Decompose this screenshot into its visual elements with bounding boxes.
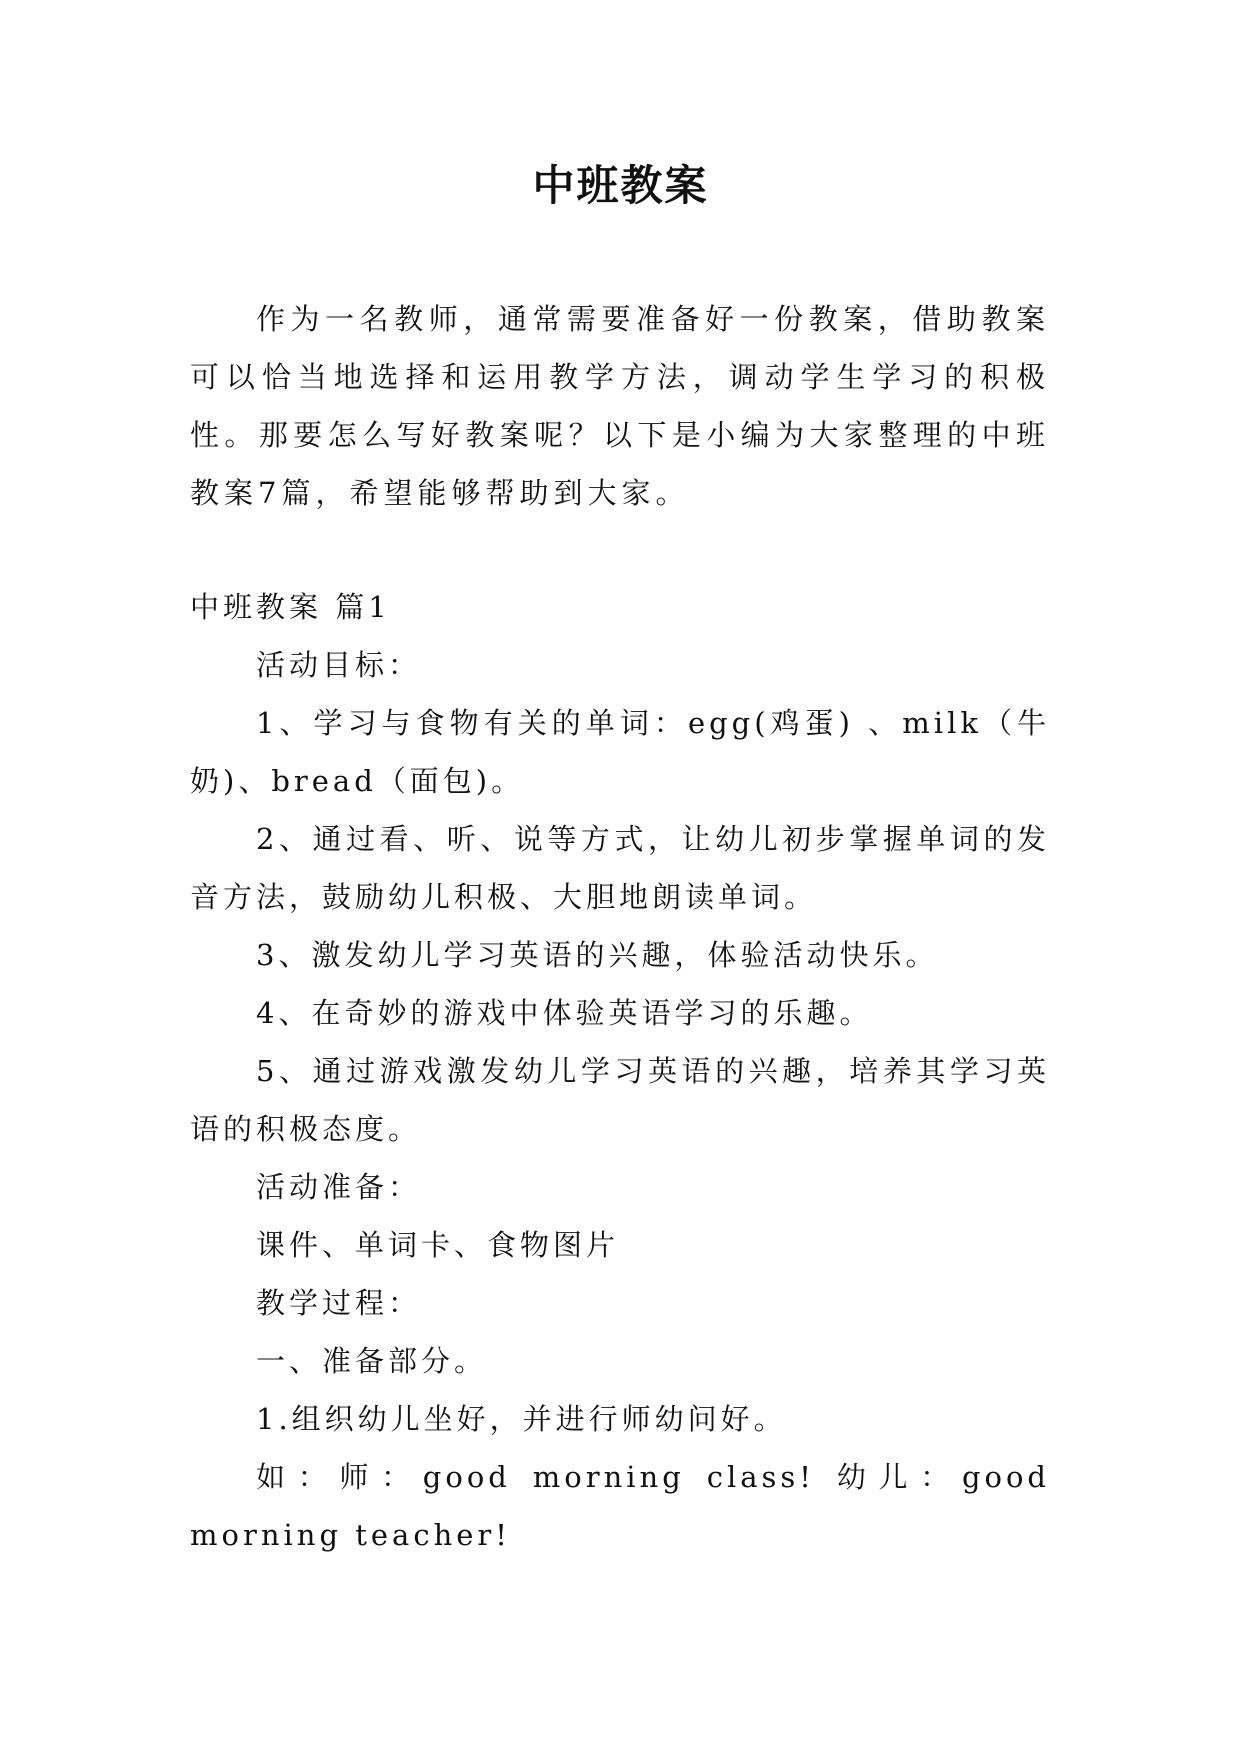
intro-paragraph: 作为一名教师，通常需要准备好一份教案，借助教案可以恰当地选择和运用教学方法，调动学生学习的积极性。那要怎么写好教案呢？以下是小编为大家整理的中班教案7篇，希望能够帮助到大家。 [190,302,1050,510]
greeting-example: 如：师：good morning class! 幼儿：good morning teacher! [190,1460,1050,1552]
goal-item-2: 2、通过看、听、说等方式，让幼儿初步掌握单词的发音方法，鼓励幼儿积极、大胆地朗读单词。 [190,822,1050,914]
goal-item-4: 4、在奇妙的游戏中体验英语学习的乐趣。 [256,996,873,1030]
preparation-materials: 课件、单词卡、食物图片 [256,1228,620,1262]
activity-preparation-heading: 活动准备： [256,1170,422,1204]
teaching-process-heading: 教学过程： [256,1286,422,1320]
goal-item-1: 1、学习与食物有关的单词：egg(鸡蛋) 、milk（牛奶)、bread（面包)。 [190,706,1050,798]
section-heading: 中班教案 篇1 [190,590,391,624]
document-title: 中班教案 [532,161,709,210]
section-content [190,636,1050,1564]
preparation-part-heading: 一、准备部分。 [256,1344,488,1378]
process-step-1: 1.组织幼儿坐好，并进行师幼问好。 [256,1402,787,1436]
activity-goals-heading: 活动目标： [256,648,422,682]
goal-item-5: 5、通过游戏激发幼儿学习英语的兴趣，培养其学习英语的积极态度。 [190,1054,1050,1146]
goal-item-3: 3、激发幼儿学习英语的兴趣，体验活动快乐。 [256,938,939,972]
